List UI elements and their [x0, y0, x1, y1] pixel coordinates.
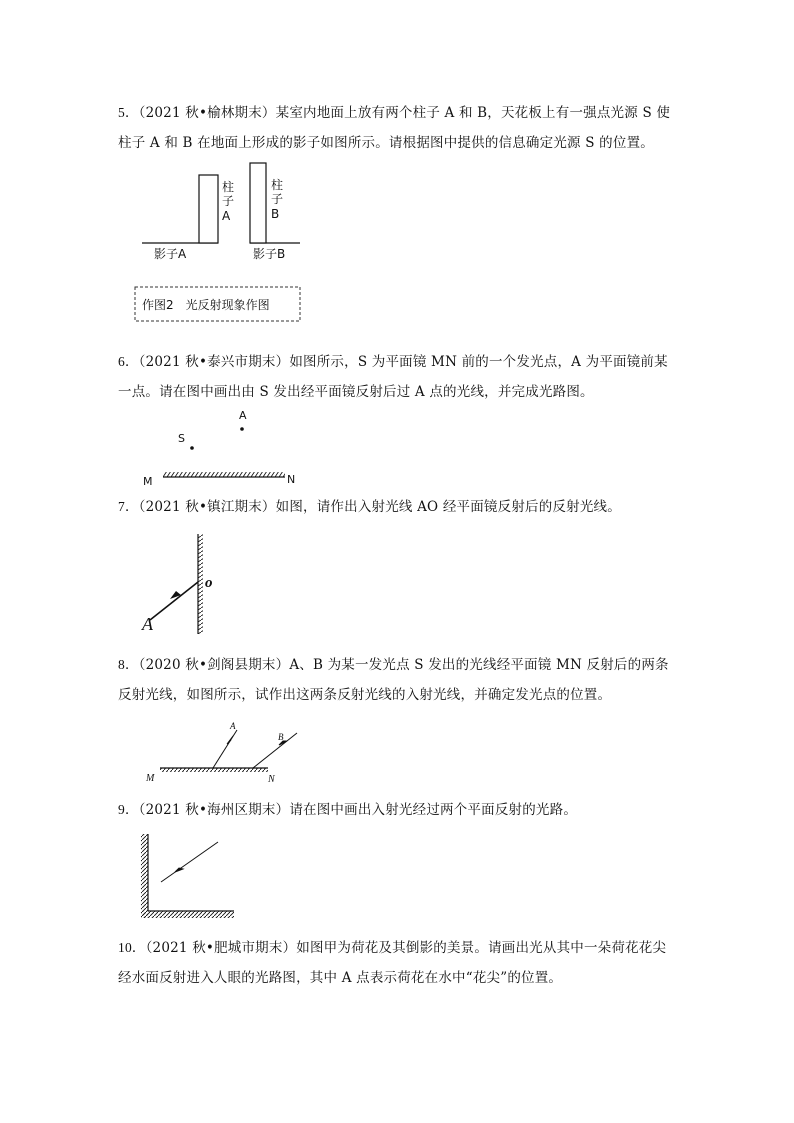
question-6: [118, 347, 678, 407]
question-8: [118, 650, 678, 710]
mirror-end-n: N: [287, 473, 296, 486]
ray-arrowhead: [170, 591, 181, 599]
shadow-a-label: 影子A: [154, 247, 187, 261]
question-text: （2021 秋•泰兴市期末）如图所示，S 为平面镜 MN 前的一个发光点，A 为平面镜前某一点。请在图中画出由 S 发出经平面镜反射后过 A 点的光线，并完成光路图。: [118, 354, 668, 400]
question-10: [118, 933, 678, 993]
question-number: 8．: [118, 657, 139, 672]
mirror-hatching: [163, 472, 285, 477]
question-text: （2021 秋•镇江期末）如图，请作出入射光线 AO 经平面镜反射后的反射光线。: [138, 499, 621, 515]
question-text: （2021 秋•海州区期末）请在图中画出入射光经过两个平面反射的光路。: [138, 802, 578, 818]
figure-5-pillars-shadows: [130, 160, 320, 330]
pillar-b: [250, 163, 266, 243]
pillar-b-label-3: B: [271, 207, 280, 221]
question-number: 6．: [118, 354, 139, 369]
question-5: [118, 98, 678, 158]
question-number: 5．: [118, 105, 139, 120]
ray-b-label: B: [278, 732, 284, 742]
point-s-dot: [190, 446, 194, 450]
pillar-b-label-1: 柱: [271, 178, 284, 192]
ray-arrowhead: [175, 868, 183, 872]
ray-a-label: A: [230, 721, 236, 731]
point-a-label: A: [239, 409, 247, 422]
shadow-b-label: 影子B: [253, 247, 286, 261]
mirror-end-m: M: [146, 773, 155, 784]
question-number: 7．: [118, 499, 139, 514]
point-s-label: S: [178, 432, 185, 445]
pillar-a: [199, 175, 218, 243]
figure-9-two-mirrors: [138, 832, 238, 922]
question-text: （2021 秋•肥城市期末）如图甲为荷花及其倒影的美景。请画出光从其中一朵荷花花尖经水面反射进入人眼的光路图，其中 A 点表示荷花在水中“花尖”的位置。: [118, 940, 667, 986]
incident-ray-ao: [150, 582, 198, 620]
pillar-a-label-2: 子: [222, 194, 235, 208]
reflected-ray-b: [253, 733, 297, 768]
question-number: 10．: [118, 940, 146, 955]
mirror-end-m: M: [143, 475, 153, 488]
point-o-label: o: [205, 575, 213, 591]
reflected-ray-a: [213, 730, 237, 768]
question-7: [118, 492, 678, 522]
question-text: （2021 秋•榆林期末）某室内地面上放有两个柱子 A 和 B，天花板上有一强点光源 S 使柱子 A 和 B 在地面上形成的影子如图所示。请根据图中提供的信息确定光源 S 的位置。: [118, 105, 671, 151]
figure-7-vertical-mirror: [135, 532, 235, 637]
point-a-label: A: [142, 614, 153, 634]
point-a-dot: [240, 427, 244, 431]
figure-8-reflected-rays: [140, 715, 310, 790]
ray-a-arrowhead: [227, 736, 233, 744]
pillar-a-label-1: 柱: [222, 180, 235, 194]
figure-caption: 作图2 光反射现象作图: [142, 298, 270, 312]
question-text: （2020 秋•剑阁县期末）A、B 为某一发光点 S 发出的光线经平面镜 MN 反射后的两条反射光线，如图所示，试作出这两条反射光线的入射光线，并确定发光点的位置。: [118, 657, 669, 703]
vertical-mirror-hatching: [141, 834, 148, 918]
pillar-b-label-2: 子: [271, 192, 284, 206]
figure-6-mirror-mn: [135, 405, 310, 490]
question-number: 9．: [118, 802, 139, 817]
question-9: [118, 795, 678, 825]
mirror-end-n: N: [268, 774, 275, 785]
incident-ray: [161, 842, 218, 882]
horizontal-mirror-hatching: [141, 911, 234, 918]
mirror-hatching: [198, 534, 203, 634]
pillar-a-label-3: A: [222, 209, 231, 223]
